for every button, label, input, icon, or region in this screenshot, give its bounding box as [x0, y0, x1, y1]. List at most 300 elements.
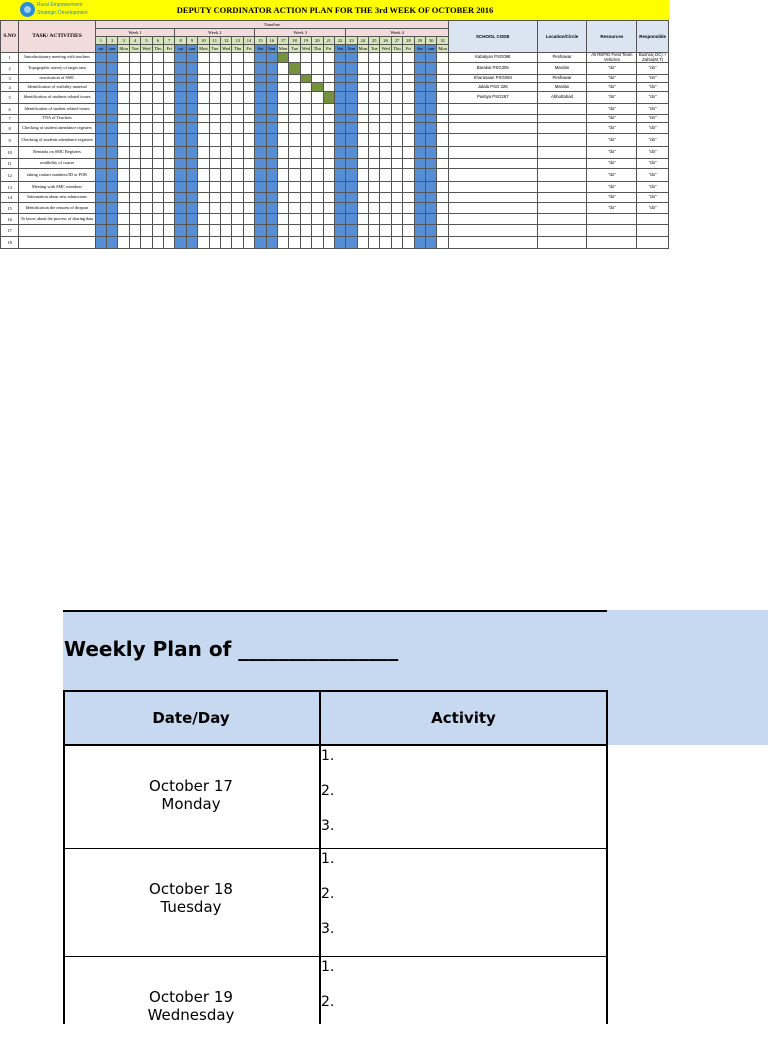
table-row	[1, 104, 669, 115]
timeline-cell	[391, 83, 402, 92]
timeline-cell	[300, 193, 311, 203]
timeline-cell	[95, 237, 106, 249]
school-code	[448, 214, 537, 225]
timeline-cell	[255, 214, 266, 225]
day-header: Wed	[381, 46, 390, 51]
timeline-cell	[175, 203, 186, 214]
timeline-cell	[175, 92, 186, 104]
timeline-cell	[107, 63, 118, 75]
timeline-cell	[289, 92, 300, 104]
responsible: "do"	[637, 147, 669, 159]
activity-marker	[289, 63, 300, 75]
timeline-cell	[152, 159, 163, 169]
timeline-cell	[437, 115, 449, 123]
timeline-cell	[95, 193, 106, 203]
timeline-cell	[380, 123, 391, 134]
timeline-cell	[186, 169, 197, 182]
timeline-cell	[391, 147, 402, 159]
timeline-cell	[141, 123, 152, 134]
row-number: 8	[1, 123, 19, 134]
timeline-cell	[255, 169, 266, 182]
table-left-border	[63, 690, 65, 1024]
activity-item[interactable]: 1.	[321, 851, 335, 867]
school-code	[448, 225, 537, 237]
weekly-day-row	[63, 957, 607, 1037]
timeline-cell	[403, 147, 414, 159]
timeline-cell	[164, 63, 175, 75]
timeline-cell	[266, 182, 277, 193]
timeline-cell	[426, 147, 437, 159]
timeline-cell	[300, 115, 311, 123]
timeline-cell	[186, 225, 197, 237]
day-header: Thu	[232, 45, 243, 53]
timeline-cell	[164, 92, 175, 104]
timeline-cell	[437, 53, 449, 63]
timeline-cell	[118, 203, 129, 214]
timeline-cell	[186, 53, 197, 63]
school-code	[448, 182, 537, 193]
school-code	[448, 159, 537, 169]
day-header: Wed	[222, 46, 231, 51]
timeline-cell	[277, 214, 288, 225]
timeline-cell	[243, 53, 254, 63]
timeline-cell	[164, 147, 175, 159]
timeline-cell	[426, 104, 437, 115]
timeline-cell	[380, 237, 391, 249]
timeline-cell	[312, 225, 323, 237]
timeline-cell	[414, 115, 425, 123]
day-header: Wed	[301, 46, 310, 51]
timeline-cell	[289, 225, 300, 237]
task-text: Identification of student related issues	[19, 104, 95, 115]
timeline-cell	[437, 237, 449, 249]
timeline-cell	[346, 225, 357, 237]
timeline-cell	[391, 63, 402, 75]
timeline-cell	[243, 225, 254, 237]
timeline-cell	[129, 193, 140, 203]
timeline-cell	[175, 159, 186, 169]
logo-line-2: Strategic Development	[37, 10, 88, 16]
timeline-cell	[289, 134, 300, 147]
responsible: "do"	[637, 203, 669, 214]
school-code	[448, 203, 537, 214]
responsible: "do"	[637, 63, 669, 75]
activity-item[interactable]: 2.	[321, 994, 335, 1010]
timeline-cell	[152, 214, 163, 225]
timeline-cell	[232, 237, 243, 249]
day-header: sun	[426, 45, 437, 53]
timeline-cell	[164, 123, 175, 134]
timeline-cell	[334, 182, 345, 193]
timeline-cell	[346, 115, 357, 123]
date-header: 9	[186, 37, 197, 45]
timeline-cell	[118, 214, 129, 225]
timeline-cell	[198, 237, 209, 249]
responsible: "do"	[637, 92, 669, 104]
timeline-cell	[95, 75, 106, 83]
timeline-cell	[118, 182, 129, 193]
timeline-cell	[414, 225, 425, 237]
timeline-cell	[243, 169, 254, 182]
timeline-cell	[334, 53, 345, 63]
timeline-cell	[300, 92, 311, 104]
date-header: 11	[209, 37, 220, 45]
timeline-cell	[95, 159, 106, 169]
timeline-cell	[175, 115, 186, 123]
timeline-cell	[141, 63, 152, 75]
timeline-cell	[380, 182, 391, 193]
timeline-cell	[380, 159, 391, 169]
day-header: sun	[107, 45, 118, 53]
timeline-cell	[221, 92, 232, 104]
timeline-cell	[380, 115, 391, 123]
date-header: 3	[118, 37, 129, 45]
timeline-cell	[141, 182, 152, 193]
timeline-cell	[380, 92, 391, 104]
timeline-cell	[232, 134, 243, 147]
timeline-cell	[426, 169, 437, 182]
timeline-cell	[391, 203, 402, 214]
timeline-cell	[198, 53, 209, 63]
timeline-cell	[346, 203, 357, 214]
task-text: Topographic survey of target area	[19, 63, 95, 75]
timeline-cell	[198, 147, 209, 159]
timeline-cell	[426, 182, 437, 193]
timeline-cell	[129, 104, 140, 115]
date-text: October 17	[149, 777, 233, 795]
timeline-cell	[175, 75, 186, 83]
timeline-cell	[95, 83, 106, 92]
timeline-cell	[141, 75, 152, 83]
timeline-cell	[266, 134, 277, 147]
activity-item[interactable]: 1.	[321, 748, 335, 764]
timeline-cell	[323, 63, 334, 75]
resources	[587, 214, 637, 225]
task-text: Identification the reasons of dropout	[19, 203, 95, 214]
timeline-cell	[403, 169, 414, 182]
timeline-cell	[232, 92, 243, 104]
timeline-cell	[437, 83, 449, 92]
date-header: 17	[277, 37, 288, 45]
timeline-cell	[312, 123, 323, 134]
timeline-cell	[391, 225, 402, 237]
day-header: Fri	[243, 45, 254, 53]
timeline-cell	[266, 92, 277, 104]
timeline-cell	[243, 134, 254, 147]
row-number: 1	[1, 53, 19, 63]
responsible: "do"	[637, 75, 669, 83]
table-right-border	[606, 690, 608, 1024]
timeline-cell	[255, 237, 266, 249]
timeline-cell	[323, 123, 334, 134]
timeline-cell	[164, 159, 175, 169]
timeline-cell	[380, 53, 391, 63]
timeline-cell	[300, 134, 311, 147]
timeline-cell	[255, 123, 266, 134]
timeline-cell	[107, 115, 118, 123]
timeline-cell	[289, 123, 300, 134]
timeline-cell	[357, 147, 368, 159]
resources: "do"	[587, 83, 637, 92]
timeline-cell	[141, 104, 152, 115]
school-code: Pastiya PSG267	[448, 92, 537, 104]
school-code: Khurasaan PSG094	[448, 75, 537, 83]
responsible	[637, 237, 669, 249]
activity-header: Activity	[431, 709, 496, 727]
timeline-cell	[277, 193, 288, 203]
timeline-cell	[437, 159, 449, 169]
weekly-day-row	[63, 849, 607, 957]
timeline-cell	[426, 53, 437, 63]
timeline-cell	[414, 92, 425, 104]
date-header: 20	[312, 37, 323, 45]
timeline-cell	[357, 225, 368, 237]
row-number: 11	[1, 159, 19, 169]
table-row	[1, 92, 669, 104]
resources: "do"	[587, 123, 637, 134]
timeline-cell	[221, 63, 232, 75]
timeline-cell	[95, 53, 106, 63]
day-header: Sat	[414, 45, 425, 53]
school-code	[448, 134, 537, 147]
timeline-cell	[266, 169, 277, 182]
timeline-cell	[243, 159, 254, 169]
timeline-cell	[289, 159, 300, 169]
timeline-cell	[300, 83, 311, 92]
timeline-cell	[277, 159, 288, 169]
date-header: 26	[380, 37, 391, 45]
activity-item[interactable]: 1.	[321, 959, 335, 975]
timeline-cell	[255, 104, 266, 115]
task-text: Checking of student attendance registers	[19, 123, 95, 134]
timeline-cell	[186, 63, 197, 75]
timeline-cell	[198, 182, 209, 193]
timeline-cell	[118, 63, 129, 75]
timeline-cell	[277, 63, 288, 75]
day-header: Fri	[164, 45, 175, 53]
timeline-cell	[357, 115, 368, 123]
timeline-cell	[221, 147, 232, 159]
timeline-cell	[118, 83, 129, 92]
date-day-header: Date/Day	[152, 709, 230, 727]
timeline-cell	[118, 193, 129, 203]
timeline-cell	[243, 182, 254, 193]
day-label	[63, 777, 319, 813]
timeline-cell	[129, 134, 140, 147]
resources-header: Resources	[587, 21, 637, 53]
timeline-cell	[334, 147, 345, 159]
timeline-cell	[437, 75, 449, 83]
row-number: 10	[1, 147, 19, 159]
row-number: 4	[1, 83, 19, 92]
timeline-cell	[221, 225, 232, 237]
timeline-cell	[369, 203, 380, 214]
timeline-cell	[118, 123, 129, 134]
activity-item[interactable]: 2.	[321, 783, 335, 799]
timeline-cell	[437, 203, 449, 214]
timeline-cell	[277, 104, 288, 115]
date-header: 1	[95, 37, 106, 45]
timeline-cell	[426, 92, 437, 104]
action-plan-sheet	[0, 0, 669, 275]
day-header: Sun	[346, 45, 357, 53]
timeline-cell	[414, 169, 425, 182]
activity-item[interactable]: 3.	[321, 921, 335, 937]
timeline-cell	[255, 182, 266, 193]
responsible-header: Responsible	[637, 21, 669, 53]
timeline-cell	[380, 104, 391, 115]
organization-logo	[20, 1, 88, 19]
table-row	[1, 147, 669, 159]
timeline-cell	[414, 203, 425, 214]
timeline-cell	[209, 134, 220, 147]
resources: "do"	[587, 147, 637, 159]
timeline-cell	[243, 92, 254, 104]
resources: "do"	[587, 63, 637, 75]
timeline-cell	[152, 134, 163, 147]
timeline-cell	[243, 214, 254, 225]
timeline-cell	[312, 63, 323, 75]
responsible: "do"	[637, 159, 669, 169]
timeline-cell	[243, 75, 254, 83]
timeline-cell	[152, 92, 163, 104]
row-number: 5	[1, 92, 19, 104]
timeline-cell	[175, 182, 186, 193]
timeline-cell	[323, 147, 334, 159]
timeline-cell	[300, 237, 311, 249]
timeline-cell	[426, 159, 437, 169]
timeline-cell	[118, 237, 129, 249]
activity-item[interactable]: 3.	[321, 818, 335, 834]
date-header: 25	[369, 37, 380, 45]
timeline-cell	[369, 159, 380, 169]
timeline-cell	[312, 147, 323, 159]
timeline-cell	[357, 237, 368, 249]
timeline-cell	[312, 104, 323, 115]
timeline-cell	[414, 193, 425, 203]
timeline-cell	[334, 214, 345, 225]
timeline-cell	[118, 104, 129, 115]
timeline-cell	[107, 159, 118, 169]
date-text: October 19	[149, 988, 233, 1006]
timeline-cell	[118, 115, 129, 123]
timeline-cell	[414, 104, 425, 115]
plan-title: DEPUTY CORDINATOR ACTION PLAN FOR THE 3rd WEEK OF OCTOBER 2016	[176, 5, 494, 15]
title-bar	[0, 0, 669, 20]
timeline-cell	[221, 53, 232, 63]
timeline-cell	[255, 147, 266, 159]
timeline-cell	[198, 169, 209, 182]
responsible	[637, 214, 669, 225]
table-row	[1, 123, 669, 134]
location	[537, 182, 587, 193]
timeline-cell	[437, 225, 449, 237]
timeline-cell	[346, 92, 357, 104]
timeline-cell	[357, 214, 368, 225]
date-header: 13	[232, 37, 243, 45]
location	[537, 115, 587, 123]
timeline-cell	[141, 147, 152, 159]
timeline-cell	[186, 203, 197, 214]
timeline-cell	[289, 83, 300, 92]
timeline-cell	[277, 225, 288, 237]
timeline-cell	[300, 123, 311, 134]
timeline-cell	[403, 203, 414, 214]
resources: "do"	[587, 182, 637, 193]
timeline-cell	[175, 169, 186, 182]
timeline-cell	[312, 182, 323, 193]
timeline-header: Timeline	[95, 21, 448, 29]
timeline-cell	[357, 53, 368, 63]
timeline-cell	[323, 75, 334, 83]
timeline-cell	[209, 115, 220, 123]
date-header: 14	[243, 37, 254, 45]
timeline-cell	[209, 169, 220, 182]
timeline-cell	[323, 193, 334, 203]
timeline-cell	[391, 53, 402, 63]
timeline-cell	[289, 169, 300, 182]
date-header: 10	[198, 37, 209, 45]
timeline-cell	[300, 159, 311, 169]
timeline-cell	[323, 182, 334, 193]
timeline-cell	[243, 193, 254, 203]
column-divider	[319, 690, 321, 1024]
timeline-cell	[334, 134, 345, 147]
day-header: Thu	[152, 45, 163, 53]
timeline-cell	[266, 214, 277, 225]
day-header: Mon	[278, 46, 288, 51]
resources: "do"	[587, 134, 637, 147]
timeline-cell	[437, 92, 449, 104]
timeline-cell	[141, 53, 152, 63]
timeline-cell	[357, 63, 368, 75]
timeline-cell	[221, 169, 232, 182]
timeline-cell	[141, 159, 152, 169]
timeline-cell	[164, 225, 175, 237]
location: Peshawar	[537, 53, 587, 63]
timeline-cell	[243, 147, 254, 159]
timeline-cell	[209, 104, 220, 115]
timeline-cell	[221, 115, 232, 123]
resources: "do"	[587, 104, 637, 115]
table-row	[1, 75, 669, 83]
timeline-cell	[289, 75, 300, 83]
timeline-cell	[186, 83, 197, 92]
timeline-cell	[255, 63, 266, 75]
timeline-cell	[323, 169, 334, 182]
timeline-cell	[266, 159, 277, 169]
table-row	[1, 134, 669, 147]
timeline-cell	[141, 115, 152, 123]
timeline-cell	[198, 225, 209, 237]
timeline-cell	[266, 225, 277, 237]
timeline-cell	[141, 134, 152, 147]
timeline-cell	[380, 134, 391, 147]
location	[537, 193, 587, 203]
timeline-cell	[198, 75, 209, 83]
timeline-cell	[141, 225, 152, 237]
timeline-cell	[209, 237, 220, 249]
day-header: Sat	[334, 45, 345, 53]
responsible: "do"	[637, 115, 669, 123]
timeline-cell	[380, 75, 391, 83]
location	[537, 134, 587, 147]
timeline-cell	[312, 237, 323, 249]
activity-item[interactable]: 2.	[321, 886, 335, 902]
timeline-cell	[232, 193, 243, 203]
timeline-cell	[152, 83, 163, 92]
timeline-cell	[232, 159, 243, 169]
